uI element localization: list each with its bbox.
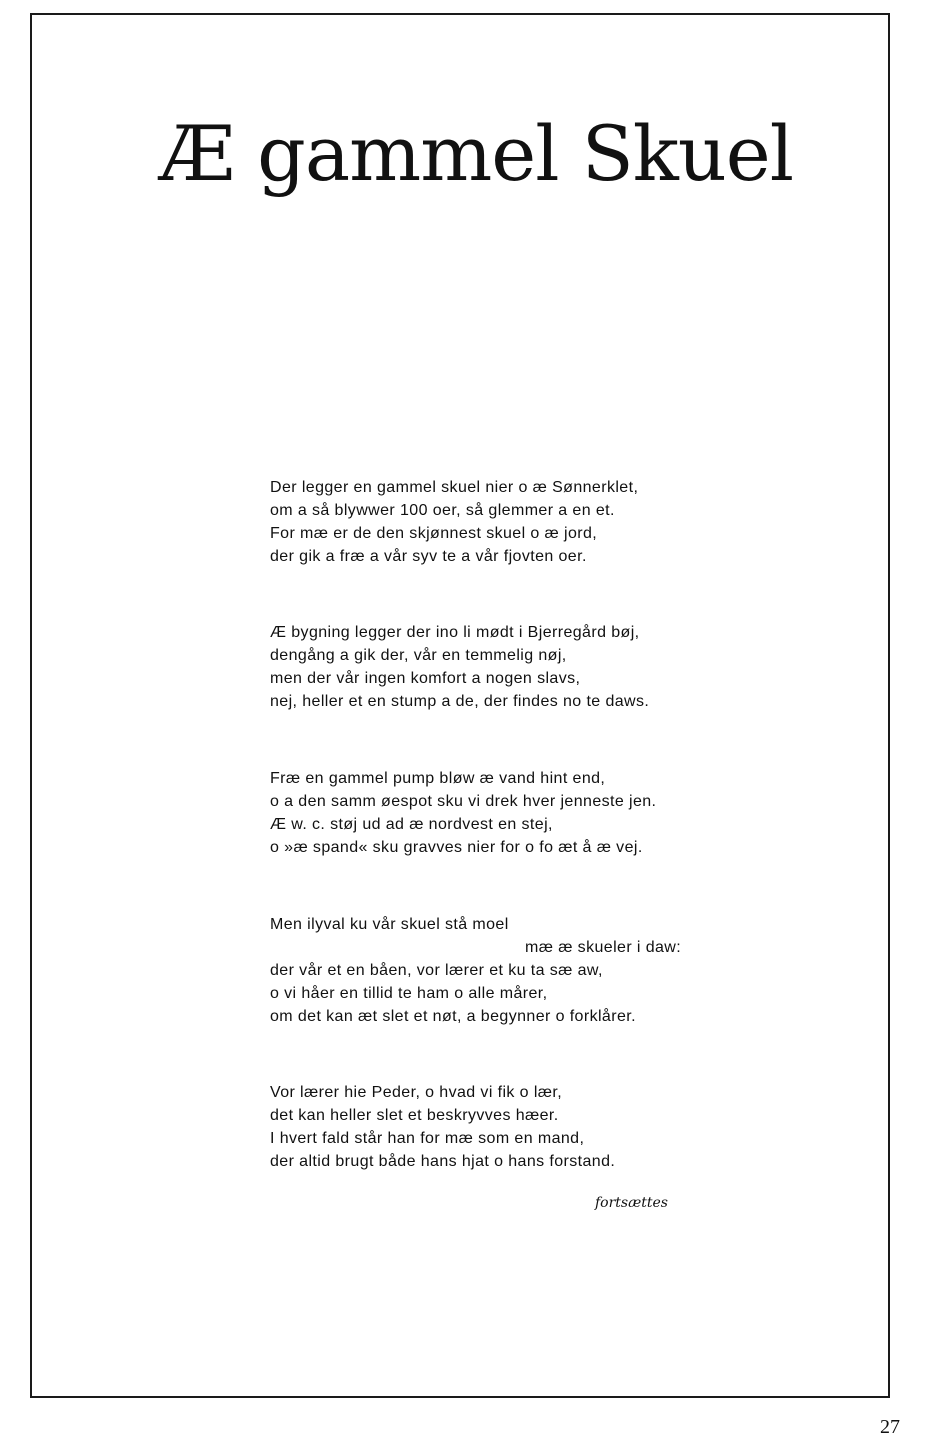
poem-line: Æ bygning legger der ino li mødt i Bjerregård bøj, [270,624,640,641]
poem-line: Fræ en gammel pump bløw æ vand hint end, [270,770,606,787]
poem-line: For mæ er de den skjønnest skuel o æ jord, [270,525,598,542]
stanza-5 [270,1081,615,1173]
poem-line: Vor lærer hie Peder, o hvad vi fik o lær, [270,1084,563,1101]
poem-line: men der vår ingen komfort a nogen slavs, [270,670,581,687]
poem-line: o vi håer en tillid te ham o alle mårer, [270,985,548,1002]
poem-line: om a så blywwer 100 oer, så glemmer a en et. [270,502,615,519]
poem-line: Der legger en gammel skuel nier o æ Sønnerklet, [270,479,639,496]
continued-note: fortsættes [595,1195,668,1211]
stanza-3 [270,767,656,859]
poem-line: I hvert fald står han for mæ som en mand, [270,1130,585,1147]
poem-line: Æ w. c. støj ud ad æ nordvest en stej, [270,816,553,833]
poem-line: nej, heller et en stump a de, der findes no te daws. [270,693,650,710]
poem-line: der gik a fræ a vår syv te a vår fjovten oer. [270,548,587,565]
poem-line: mæ æ skueler i daw: [525,939,682,956]
poem-line: Men ilyval ku vår skuel stå moel [270,916,509,933]
poem-line: o a den samm øespot sku vi drek hver jenneste jen. [270,793,657,810]
poem-line: der vår et en båen, vor lærer et ku ta sæ aw, [270,962,603,979]
page-title: Æ gammel Skuel [158,109,794,198]
poem-line: der altid brugt både hans hjat o hans forstand. [270,1153,616,1170]
page-number: 27 [880,1416,900,1438]
stanza-4 [270,913,681,1028]
poem-line: dengång a gik der, vår en temmelig nøj, [270,647,567,664]
poem-line: om det kan æt slet et nøt, a begynner o forklårer. [270,1008,636,1025]
stanza-2 [270,621,649,713]
stanza-1 [270,476,638,568]
poem-line: det kan heller slet et beskryvves hæer. [270,1107,559,1124]
poem-line: o »æ spand« sku gravves nier for o fo æt å æ vej. [270,839,643,856]
